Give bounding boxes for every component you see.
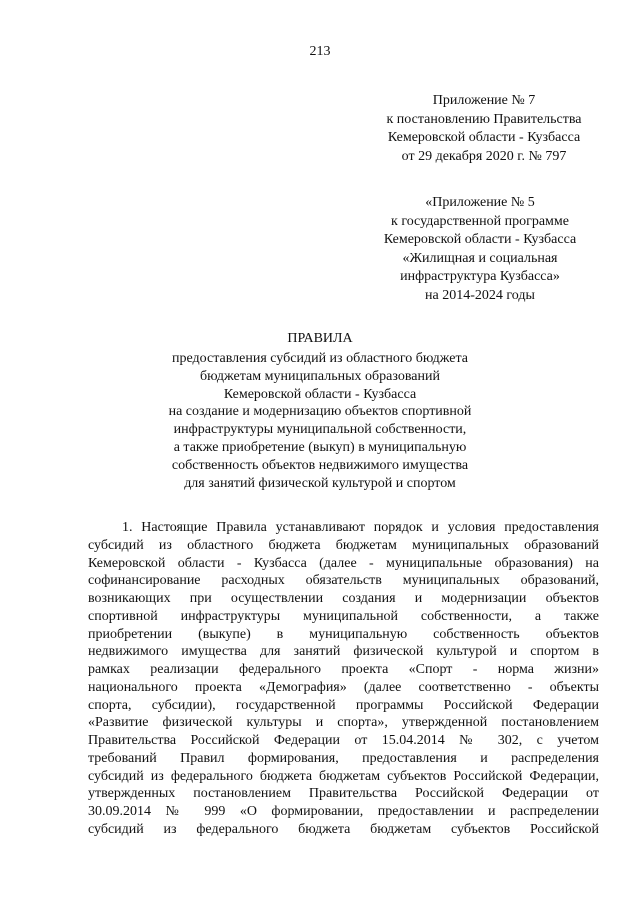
- appendix-5-line: «Приложение № 5: [425, 195, 535, 210]
- page-number: 213: [309, 44, 331, 59]
- paragraph-line: требований Правил формирования, предоставления и распределения: [88, 750, 599, 766]
- paragraph-line: субсидий из областного бюджета бюджетам муниципальных образований: [88, 537, 599, 553]
- rules-subtitle-line: предоставления субсидий из областного бюджета: [172, 351, 468, 366]
- paragraph-1: [88, 519, 599, 839]
- appendix-7-line: от 29 декабря 2020 г. № 797: [401, 148, 567, 164]
- appendix-5-line: инфраструктура Кузбасса»: [400, 269, 560, 284]
- appendix-5-line: Кемеровской области - Кузбасса: [383, 232, 577, 247]
- appendix-5-line: на 2014-2024 годы: [425, 287, 535, 303]
- paragraph-line: спортивной инфраструктуры муниципальной собственности, а также: [88, 608, 599, 624]
- appendix-7-line: Кемеровской области - Кузбасса: [387, 130, 581, 145]
- paragraph-line: Кемеровской области - Кузбасса (далее - муниципальные образования) на: [88, 555, 599, 571]
- paragraph-line: возникающих при осуществлении создания и модернизации объектов: [88, 591, 599, 606]
- paragraph-line: рамках реализации федерального проекта «Спорт - норма жизни»: [88, 662, 599, 677]
- paragraph-line: Правительства Российской Федерации от 15.04.2014 № 302, с учетом: [88, 733, 599, 748]
- paragraph-line: недвижимого имущества для занятий физической культурой и спортом в: [88, 644, 599, 660]
- rules-subtitle-line: собственность объектов недвижимого имущества: [171, 457, 469, 473]
- rules-subtitle-line: для занятий физической культурой и спортом: [184, 475, 456, 491]
- paragraph-line: субсидий из федерального бюджета бюджетам субъектов Российской Федерации,: [88, 768, 599, 784]
- paragraph-line: спорта, субсидии), государственной программы Российской Федерации: [88, 697, 599, 713]
- rules-subtitle-line: бюджетам муниципальных образований: [200, 368, 440, 384]
- paragraph-line: 1. Настоящие Правила устанавливают порядок и условия предоставления: [122, 520, 599, 535]
- rules-subtitle-line: Кемеровской области - Кузбасса: [223, 386, 417, 402]
- appendix-5-line: «Жилищная и социальная: [402, 250, 558, 266]
- rules-subtitle: [120, 350, 520, 492]
- rules-subtitle-line: на создание и модернизацию объектов спортивной: [168, 404, 472, 420]
- paragraph-line: субсидий из федерального бюджета бюджетам субъектов Российской: [88, 821, 599, 837]
- paragraph-line: утвержденных постановлением Правительства Российской Федерации от: [88, 786, 599, 802]
- paragraph-line: «Развитие физической культуры и спорта», утвержденной постановлением: [88, 715, 599, 731]
- appendix-7-header: [368, 92, 600, 166]
- appendix-5-header: [362, 194, 598, 305]
- appendix-5-line: к государственной программе: [391, 213, 569, 229]
- paragraph-line: национального проекта «Демография» (далее соответственно - объекты: [88, 679, 599, 695]
- rules-subtitle-line: инфраструктуры муниципальной собственности,: [173, 422, 467, 438]
- rules-subtitle-line: а также приобретение (выкуп) в муниципальную: [173, 439, 467, 455]
- paragraph-line: 30.09.2014 № 999 «О формировании, предоставлении и распределении: [88, 804, 599, 819]
- rules-title: ПРАВИЛА: [287, 331, 353, 346]
- paragraph-line: приобретении (выкупе) в муниципальную собственность объектов: [88, 626, 599, 642]
- appendix-7-line: к постановлению Правительства: [386, 111, 582, 127]
- paragraph-line: софинансирование расходных обязательств муниципальных образований,: [88, 573, 599, 589]
- appendix-7-line: Приложение № 7: [432, 93, 536, 108]
